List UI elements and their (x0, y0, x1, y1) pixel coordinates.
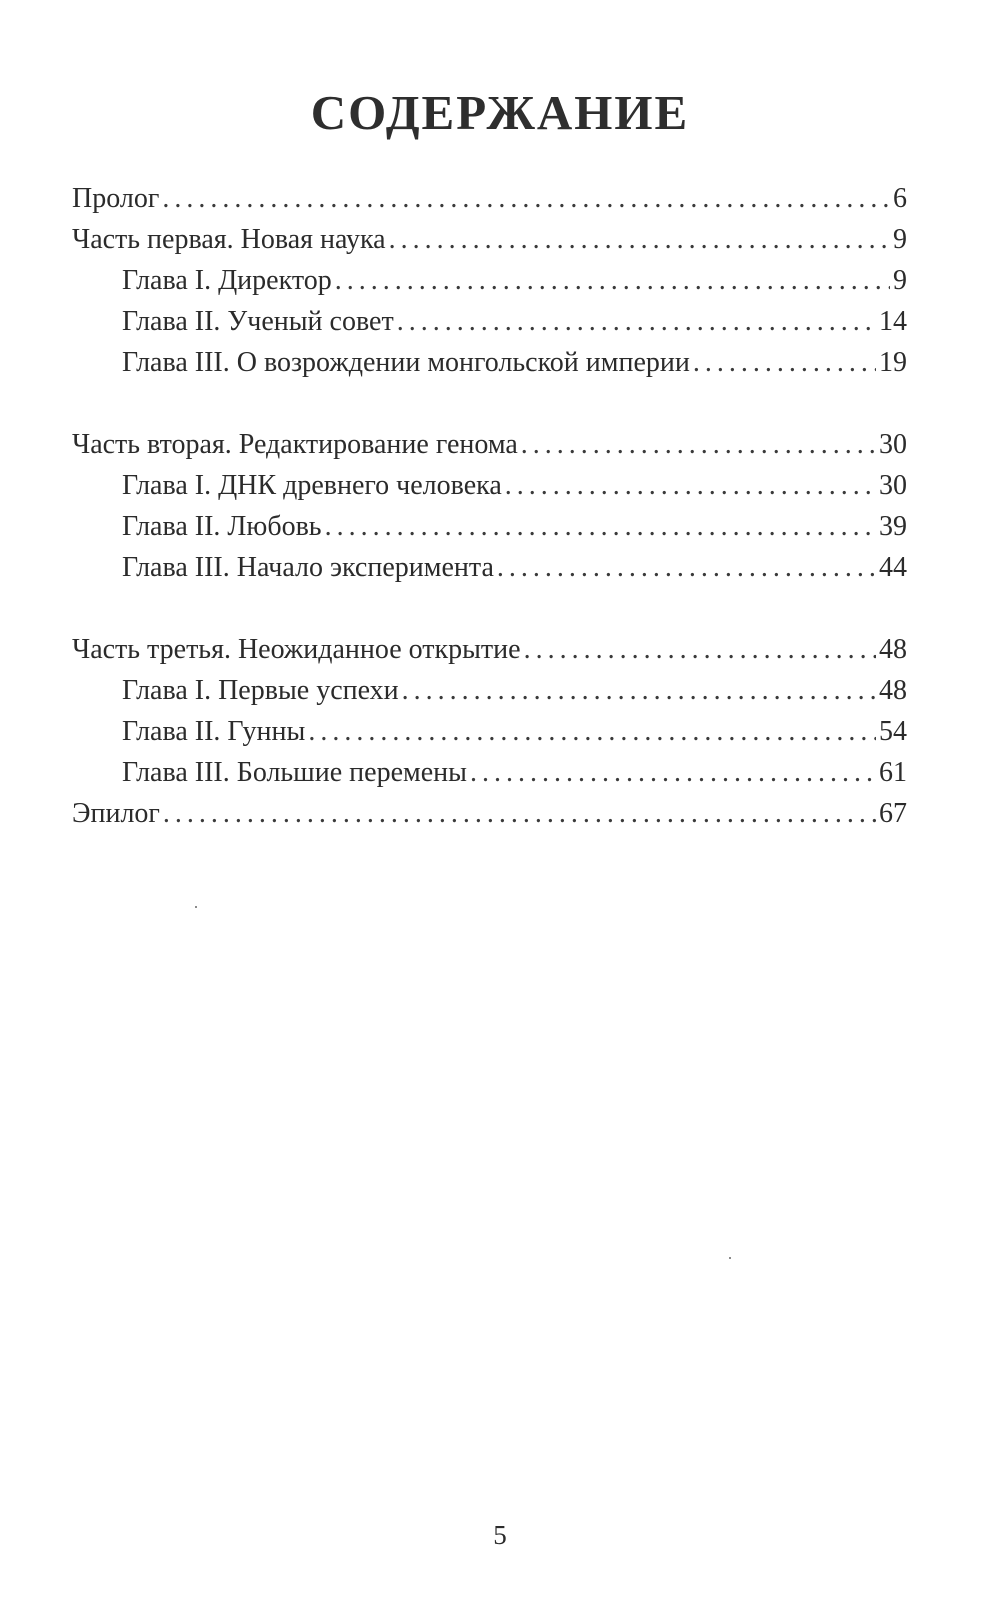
dot-leader (497, 547, 876, 588)
dot-leader (693, 342, 876, 383)
toc-entry-title: Глава I. ДНК древнего человека (122, 470, 502, 501)
dot-leader (335, 260, 890, 301)
toc-entry-title: Глава III. Начало эксперимента (122, 552, 494, 583)
print-speck (195, 906, 197, 908)
dot-leader (402, 670, 876, 711)
page-title: СОДЕРЖАНИЕ (310, 85, 690, 140)
toc-entry-part-3-chapter-1[interactable] (72, 670, 907, 711)
toc-entry-page: 6 (893, 183, 907, 214)
page-number: 5 (493, 1520, 507, 1550)
toc-entry-page: 30 (879, 470, 907, 501)
dot-leader (470, 752, 876, 793)
toc-entry-part-1[interactable] (72, 219, 907, 260)
dot-leader (162, 178, 890, 219)
toc-entry-page: 54 (879, 716, 907, 747)
toc-entry-epilogue[interactable] (72, 793, 907, 834)
toc-entry-title: Пролог (72, 183, 160, 214)
toc-entry-prologue[interactable] (72, 178, 907, 219)
toc-entry-part-1-chapter-3[interactable] (72, 342, 907, 383)
toc-entry-page: 44 (879, 552, 907, 583)
toc-entry-page: 48 (879, 675, 907, 706)
dot-leader (325, 506, 876, 547)
toc-entry-title: Глава III. О возрождении монгольской империи (122, 347, 690, 378)
toc-entry-title: Глава I. Директор (122, 265, 332, 296)
toc-entry-page: 39 (879, 511, 907, 542)
toc-entry-page: 61 (879, 757, 907, 788)
toc-entry-title: Глава II. Ученый совет (122, 306, 394, 337)
dot-leader (389, 219, 890, 260)
toc-entry-title: Глава I. Первые успехи (122, 675, 399, 706)
toc-entry-part-1-chapter-2[interactable] (72, 301, 907, 342)
section-spacer (72, 383, 907, 424)
toc-entry-title: Глава II. Гунны (122, 716, 306, 747)
toc-entry-title: Часть третья. Неожиданное открытие (72, 634, 521, 665)
toc-entry-page: 19 (879, 347, 907, 378)
toc-entry-part-1-chapter-1[interactable] (72, 260, 907, 301)
toc-entry-title: Эпилог (72, 798, 160, 829)
toc-entry-title: Часть первая. Новая наука (72, 224, 386, 255)
toc-entry-title: Часть вторая. Редактирование генома (72, 429, 518, 460)
toc-entry-page: 30 (879, 429, 907, 460)
section-spacer (72, 588, 907, 629)
toc-entry-page: 9 (893, 265, 907, 296)
toc-entry-part-3[interactable] (72, 629, 907, 670)
dot-leader (505, 465, 876, 506)
toc-entry-part-2-chapter-3[interactable] (72, 547, 907, 588)
table-of-contents (72, 178, 907, 834)
toc-entry-part-3-chapter-3[interactable] (72, 752, 907, 793)
dot-leader (524, 629, 876, 670)
toc-entry-part-2-chapter-2[interactable] (72, 506, 907, 547)
toc-entry-part-2-chapter-1[interactable] (72, 465, 907, 506)
dot-leader (308, 711, 876, 752)
print-speck (729, 1257, 731, 1259)
toc-entry-part-3-chapter-2[interactable] (72, 711, 907, 752)
toc-entry-title: Глава II. Любовь (122, 511, 322, 542)
toc-entry-page: 9 (893, 224, 907, 255)
toc-entry-title: Глава III. Большие перемены (122, 757, 467, 788)
dot-leader (397, 301, 876, 342)
dot-leader (163, 793, 876, 834)
toc-entry-page: 67 (879, 798, 907, 829)
dot-leader (521, 424, 876, 465)
toc-entry-page: 48 (879, 634, 907, 665)
toc-entry-page: 14 (879, 306, 907, 337)
toc-entry-part-2[interactable] (72, 424, 907, 465)
